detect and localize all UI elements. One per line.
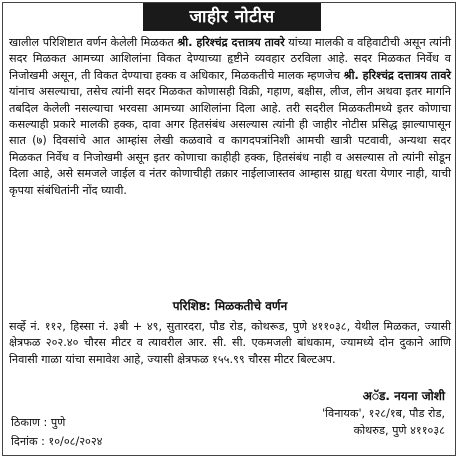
date-label: दिनांक : १०/०८/२०२४ bbox=[11, 435, 103, 448]
notice-body bbox=[9, 35, 451, 199]
place-label: ठिकाण : पुणे bbox=[11, 416, 66, 429]
notice-title: जाहीर नोटीस bbox=[143, 3, 321, 31]
owner-name-2: श्री. हरिश्चंद्र दत्तात्रय तावरे bbox=[343, 68, 451, 82]
body-part-3: यांनाच असल्याचा, तसेच त्यांनी सदर मिळकत कोणासही विक्री, गहाण, बक्षीस, लीज, लीन अथवा इतर मागनि तबदिल केलेली नसल्याचा भरवसा आमच्या आशिलांना दिला आहे. तरी सदरील मिळकतीमध्ये इतर कोणाचा कसल्याही प्रकारे मालकी हक्क, दावा अगर हितसंबंध असल्यास त्यांनी ही जाहीर नोटीस प्रसिद्ध झाल्यापासून सात (७) दिवसांचे आत आम्हांस लेखी कळवावे व कागदपत्रांनिशी आमची खात्री पटवावी, अन्यथा सदर मिळकत निर्वेध व निजोखमी असून इतर कोणाचा काहीही हक्क, हितसंबंध नाही व असल्यास तो त्यांनी सोडून दिला आहे, असे समजले जाईल व नंतर कोणाचीही तक्रार नाईलाजास्तव आम्हास ग्राह्य धरता येणार नाही, याची कृपया संबंधितांनी नोंद घ्यावी. bbox=[9, 85, 451, 197]
advocate-address-line-1: 'विनायक', १२८/१ब, पौड रोड, bbox=[322, 407, 445, 420]
advocate-address-line-2: कोथरुड, पुणे ४११०३८ bbox=[353, 424, 445, 437]
schedule-heading: परिशिष्ठ: मिळकतीचे वर्णन bbox=[172, 299, 288, 313]
schedule-description: सर्व्हे नं. ११२, हिस्सा नं. ३बी + ४९, सुतारदरा, पौड रोड, कोथरूड, पुणे ४११०३८, येथील मिळकत, ज्यासी क्षेत्रफळ २०२.४० चौरस मीटर व त्यावरील आर. सी. सी. एकमजली बांधकाम, ज्यामध्ये दोन दुकाने आणि निवासी गाळा यांचा समावेश आहे, ज्यासी क्षेत्रफळ १५५.९९ चौरस मीटर बिल्टअप. bbox=[9, 320, 451, 366]
body-part-2: यांच्या मालकी व वहिवाटीची असून त्यांनी सदर मिळकत आमच्या आशिलांना विकत देण्याच्या हृष्टीने व्यवहार ठरविला आहे. सदर मिळकत निर्वेध व निजोखमी असून, ती विकत देण्याचा हक्क व अधिकार, मिळकतीचे मालक म्हणजेच bbox=[9, 36, 451, 82]
advocate-block bbox=[245, 388, 445, 439]
place-date-block bbox=[11, 413, 211, 451]
public-notice bbox=[2, 2, 456, 456]
body-part-1: खालील परिशिष्टात वर्णन केलेली मिळकत bbox=[9, 36, 178, 49]
owner-name-1: श्री. हरिश्चंद्र दत्तात्रय तावरे bbox=[177, 36, 285, 49]
advocate-name: अॅड. नयना जोशी bbox=[362, 389, 445, 403]
